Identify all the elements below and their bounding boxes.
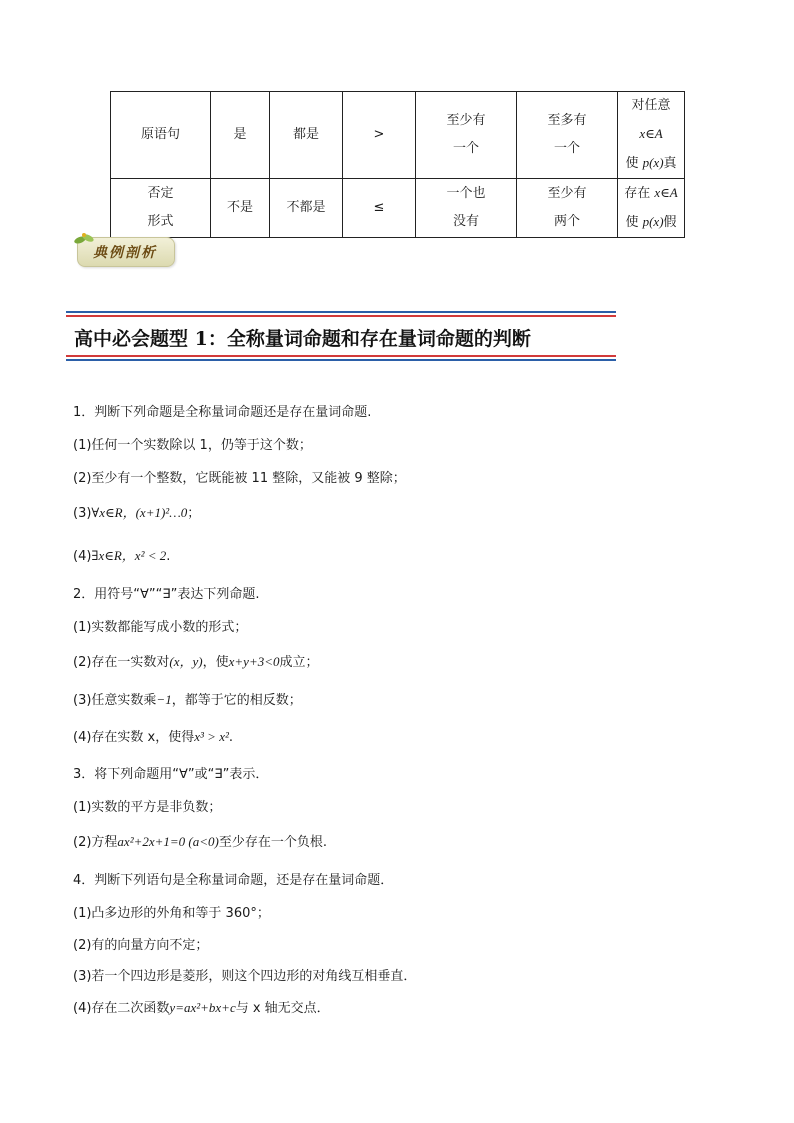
section-title: 高中必会题型 1：全称量词命题和存在量词命题的判断 [74,328,531,350]
cell-text: 使 [625,156,639,171]
table-cell: 原语句 [111,92,211,179]
rule-red [66,315,616,317]
part-label: (3) [73,506,92,521]
math-expr: y=ax²+bx+c [169,1000,236,1015]
question-part [73,545,170,564]
part-text: 至少存在一个负根. [218,835,327,850]
table-row [111,179,685,238]
question-stem: 1．判断下列命题是全称量词命题还是存在量词命题. [73,405,372,420]
cell-line [620,208,682,237]
negation-table [110,91,685,238]
table-cell [517,179,618,238]
question-part: (1)凸多边形的外角和等于 360°； [73,906,270,921]
rule-blue [66,311,616,313]
math-expr: x³ > x² [194,729,229,744]
math-expr: p(x) [642,214,664,229]
table-cell: > [343,92,416,179]
question-part: (2)有的向量方向不定； [73,938,209,953]
question-part [73,689,302,708]
part-text: (2)存在一实数对 [73,655,170,670]
question-stem: 2．用符号“∀”“∃”表达下列命题. [73,587,260,602]
table-cell [416,179,517,238]
part-text: (2)方程 [73,835,118,850]
rule-red [66,355,616,357]
math-expr: −1 [156,692,172,707]
part-text: (3)任意实数乘 [73,693,157,708]
cell-text: 真 [663,156,677,171]
table-cell: 不是 [211,179,270,238]
cell-line: 至多有 [547,113,587,128]
math-expr: ∀x∈R，(x+1)²…0 [91,505,188,520]
table-cell: 都是 [270,92,343,179]
question-part: (1)任何一个实数除以 1，仍等于这个数； [73,438,312,453]
heading-rule-top [66,311,616,317]
question-part: (2)至少有一个整数，它既能被 11 整除，又能被 9 整除； [73,471,406,486]
cell-text: 假 [663,215,677,230]
question-part [73,651,319,670]
table-cell [618,92,685,179]
math-expr: ax²+2x+1=0 (a<0) [117,834,219,849]
cell-line: 两个 [553,214,580,229]
cell-line: 一个 [452,141,479,156]
cell-line: 没有 [452,214,479,229]
cell-line: 一个 [553,141,580,156]
math-expr: x∈A [639,126,663,141]
part-label: (4) [73,549,92,564]
table-cell [111,179,211,238]
part-text: (4)存在二次函数 [73,1001,170,1016]
part-text: 与 x 轴无交点． [235,1001,330,1016]
question-part: (1)实数都能写成小数的形式； [73,620,248,635]
table-cell: 是 [211,92,270,179]
part-text: 成立； [279,655,319,670]
math-expr: x∈A [654,185,678,200]
math-expr: ∃x∈R，x² < 2 [91,548,167,563]
table-cell: ≤ [343,179,416,238]
rule-blue [66,359,616,361]
cell-line: 至少有 [446,113,486,128]
table-cell: 不都是 [270,179,343,238]
cell-text: 使 [625,215,639,230]
cell-line: 至少有 [547,186,587,201]
part-text: (4)存在实数 x，使得 [73,730,195,745]
question-part: (1)实数的平方是非负数； [73,800,222,815]
cell-line [620,179,682,208]
badge-label: 典例剖析 [93,245,157,261]
cell-line [620,92,682,149]
part-text: . [228,730,233,745]
section-badge [73,231,173,267]
part-text: . [166,549,171,564]
math-expr: x+y+3<0 [228,654,280,669]
cell-line [620,149,682,178]
question-part [73,831,327,850]
math-expr: p(x) [642,155,664,170]
cell-line: 否定 [147,186,174,201]
math-expr: (x，y) [169,654,203,669]
question-part: (3)若一个四边形是菱形，则这个四边形的对角线互相垂直． [73,969,417,984]
question-part [73,997,330,1016]
part-text: ； [187,506,201,521]
part-text: ，都等于它的相反数； [171,693,302,708]
cell-line: 一个也 [446,186,486,201]
question-stem: 4．判断下列语句是全称量词命题，还是存在量词命题． [73,873,394,888]
table-cell [416,92,517,179]
table-cell [517,92,618,179]
table-row [111,92,685,179]
question-part [73,726,233,745]
part-text: ，使 [202,655,229,670]
question-stem: 3．将下列命题用“∀”或“∃”表示． [73,767,269,782]
cell-text: 存在 [624,186,651,201]
cell-text: 对任意 [631,98,671,113]
heading-rule-bottom [66,355,616,361]
cell-line: 形式 [147,214,174,229]
question-part [73,502,200,521]
table-cell [618,179,685,238]
